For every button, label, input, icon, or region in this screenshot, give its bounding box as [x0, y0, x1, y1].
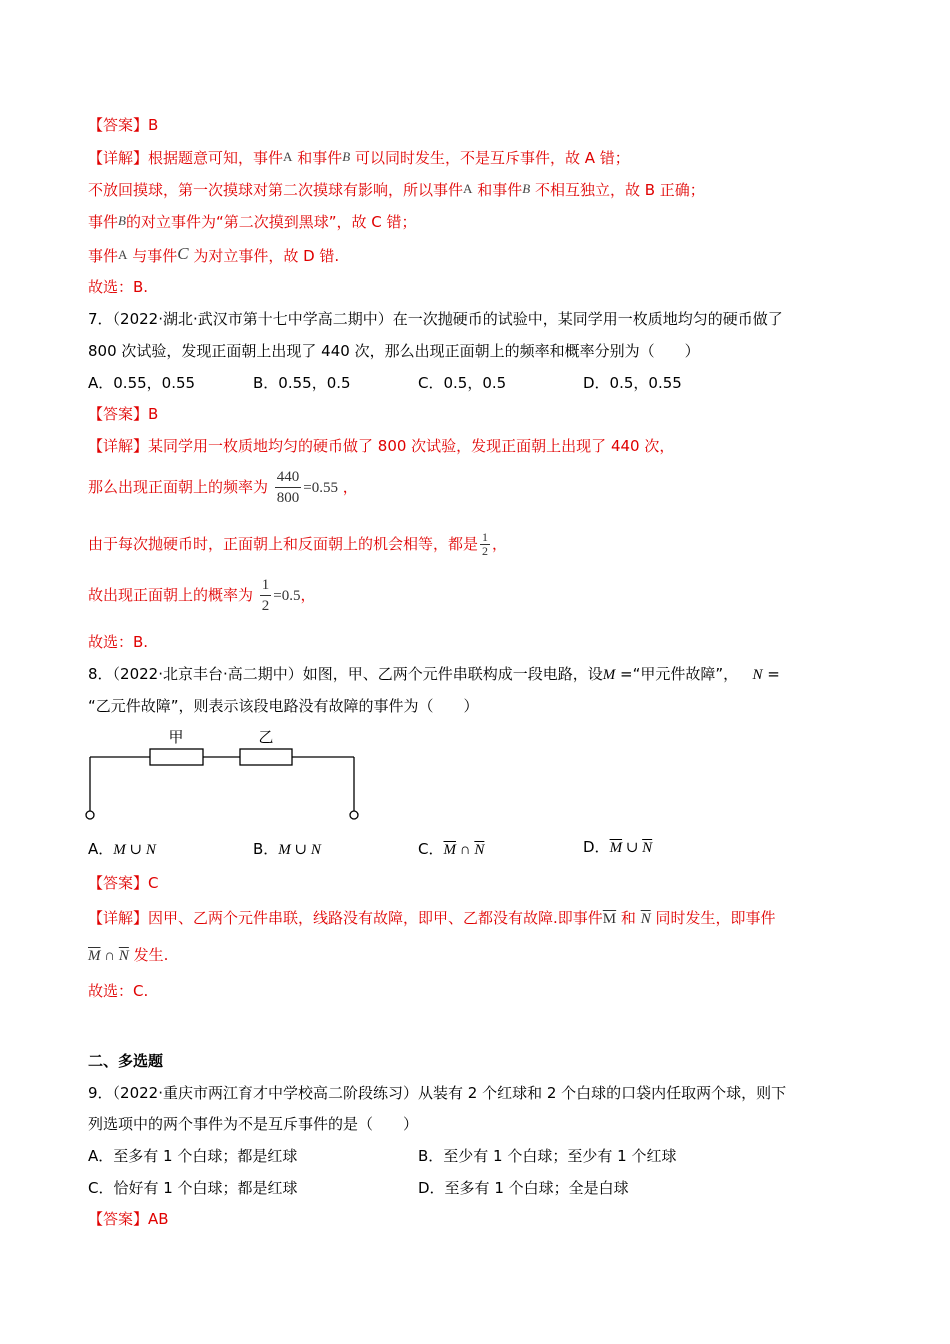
q9-stem-line-2: 列选项中的两个事件为不是互斥事件的是（ ） [88, 1115, 419, 1133]
q7-stem-line-1: 7．（2022·湖北·武汉市第十七中学高二期中）在一次抛硬币的试验中，某同学用一枚质地均匀的硬币做了 [88, 310, 783, 328]
fraction-half [260, 575, 272, 616]
math-M-bar: $\overline{M}$ [609, 840, 623, 856]
q9-option-a: A．至多有 1 个白球；都是红球 [88, 1147, 298, 1165]
text: 和事件 [297, 149, 343, 167]
label-jia: 甲 [168, 728, 184, 746]
text: 不放回摸球，第一次摸球对第二次摸球有影响，所以事件 [88, 181, 464, 199]
detail-label: 【详解】 [88, 149, 149, 167]
q7-detail-line-1 [88, 435, 674, 457]
text: ， [492, 535, 508, 553]
q6-detail-line-2 [88, 178, 705, 201]
text: 为对立事件，故 D 错. [193, 247, 340, 265]
option-label: C． [418, 840, 444, 858]
q8-option-b [253, 838, 321, 861]
math-B: B [118, 213, 126, 228]
math-C: C [177, 244, 189, 263]
math-A: A [463, 181, 473, 196]
math-B: B [522, 181, 531, 196]
text: ， [342, 478, 358, 496]
q7-option-c: C．0.5，0.5 [418, 374, 507, 392]
math-N: N [752, 667, 763, 683]
text: =“甲元件故障”， [620, 665, 739, 683]
union-op: ∪ [125, 842, 146, 858]
q8-option-c [418, 838, 484, 861]
math-M: M [602, 667, 616, 683]
q7-detail-line-4 [88, 574, 316, 617]
q8-conclusion: 故选：C. [88, 982, 149, 1000]
text: 根据题意可知，事件 [148, 149, 284, 167]
text: 因甲、乙两个元件串联，线路没有故障，即甲、乙都没有故障.即事件 [148, 909, 603, 927]
text: 事件 [88, 247, 119, 265]
text: ， [300, 586, 316, 604]
math-M: M [278, 842, 291, 858]
text: 由于每次抛硬币时，正面朝上和反面朝上的机会相等，都是 [88, 535, 479, 553]
q7-conclusion: 故选：B. [88, 633, 149, 651]
text: 故出现正面朝上的概率为 [88, 586, 254, 604]
q7-option-d: D．0.5，0.55 [583, 374, 682, 392]
denominator: 2 [261, 598, 270, 614]
q9-answer: 【答案】AB [88, 1210, 169, 1228]
math-M-bar: $\overline{M}$ [443, 842, 456, 858]
text: 同时发生，即事件 [650, 909, 776, 927]
component-jia [150, 749, 203, 765]
text: 那么出现正面朝上的频率为 [88, 478, 269, 496]
fraction-440-800 [275, 467, 302, 508]
option-label: B． [253, 840, 279, 858]
math-N-bar: $\overline{N}$ [642, 840, 653, 856]
text: = [767, 665, 780, 683]
equals-value: =0.5 [273, 588, 301, 604]
equals-value: =0.55 [303, 480, 339, 496]
math-A: A [283, 149, 293, 164]
q8-answer: 【答案】C [88, 874, 159, 892]
terminal-right [350, 811, 358, 819]
q6-conclusion: 故选：B. [88, 278, 149, 296]
math-N-bar: $\overline{N}$ [640, 911, 651, 927]
math-N-bar: $\overline{N}$ [474, 842, 485, 858]
label-yi: 乙 [258, 728, 274, 746]
q7-detail-line-2 [88, 466, 358, 509]
q8-stem-line-2: “乙元件故障”，则表示该段电路没有故障的事件为（ ） [88, 697, 479, 715]
fraction-half [480, 531, 490, 558]
q8-detail-line-1 [88, 907, 775, 930]
math-B: B [342, 149, 351, 164]
text: 和事件 [477, 181, 523, 199]
detail-label: 【详解】 [88, 437, 149, 455]
numerator: 1 [482, 530, 489, 544]
q7-option-a: A．0.55，0.55 [88, 374, 196, 392]
intersection-op: ∩ [100, 948, 119, 964]
q7-answer: 【答案】B [88, 405, 159, 423]
q7-option-b: B．0.55，0.5 [253, 374, 351, 392]
text: 不相互独立，故 B 正确； [534, 181, 705, 199]
math-A: A [118, 247, 128, 262]
text: 的对立事件为“第二次摸到黑球”，故 C 错； [125, 213, 417, 231]
q6-detail-line-4 [88, 243, 339, 267]
q8-option-d [583, 836, 652, 859]
circuit-diagram [80, 722, 380, 822]
q8-option-a [88, 838, 156, 861]
union-op: ∪ [290, 842, 311, 858]
q7-detail-line-3 [88, 526, 507, 562]
q9-option-b: B．至少有 1 个白球；至少有 1 个红球 [418, 1147, 677, 1165]
q8-stem-line-1 [88, 663, 780, 686]
math-N-bar: $\overline{N}$ [118, 948, 129, 964]
math-M-bar: $\overline{M}$ [88, 948, 101, 964]
q6-detail-line-3 [88, 210, 417, 233]
numerator: 1 [260, 575, 272, 596]
q6-detail-line-1 [88, 146, 630, 169]
section-title: 二、多选题 [88, 1052, 164, 1070]
intersection-op: ∩ [455, 842, 475, 858]
option-label: A． [88, 840, 114, 858]
q9-stem-line-1: 9．（2022·重庆市两江育才中学校高二阶段练习）从装有 2 个红球和 2 个白球的口袋内任取两个球，则下 [88, 1084, 787, 1102]
math-M: M [113, 842, 126, 858]
text: 可以同时发生，不是互斥事件，故 A 错； [354, 149, 630, 167]
denominator: 2 [482, 544, 489, 558]
component-yi [240, 749, 292, 765]
option-label: D． [583, 838, 610, 856]
text: 发生. [128, 946, 169, 964]
text: 8．（2022·北京丰台·高二期中）如图，甲、乙两个元件串联构成一段电路，设 [88, 665, 603, 683]
text: 某同学用一枚质地均匀的硬币做了 800 次试验，发现正面朝上出现了 440 次， [148, 437, 675, 455]
terminal-left [86, 811, 94, 819]
text: 和 [616, 909, 641, 927]
math-M-bar: $\overline{M}$ [602, 911, 617, 927]
math-N: N [310, 842, 321, 858]
q9-option-d: D．至多有 1 个白球；全是白球 [418, 1179, 629, 1197]
q8-detail-line-2 [88, 944, 168, 967]
q7-stem-line-2: 800 次试验，发现正面朝上出现了 440 次，那么出现正面朝上的频率和概率分别为（ ） [88, 342, 700, 360]
math-N: N [145, 842, 156, 858]
q6-answer: 【答案】B [88, 116, 159, 134]
q9-option-c: C．恰好有 1 个白球；都是红球 [88, 1179, 298, 1197]
denominator: 800 [276, 490, 300, 506]
union-op: ∪ [622, 840, 643, 856]
detail-label: 【详解】 [88, 909, 149, 927]
text: 事件 [88, 213, 119, 231]
numerator: 440 [275, 467, 302, 488]
text: 与事件 [132, 247, 178, 265]
